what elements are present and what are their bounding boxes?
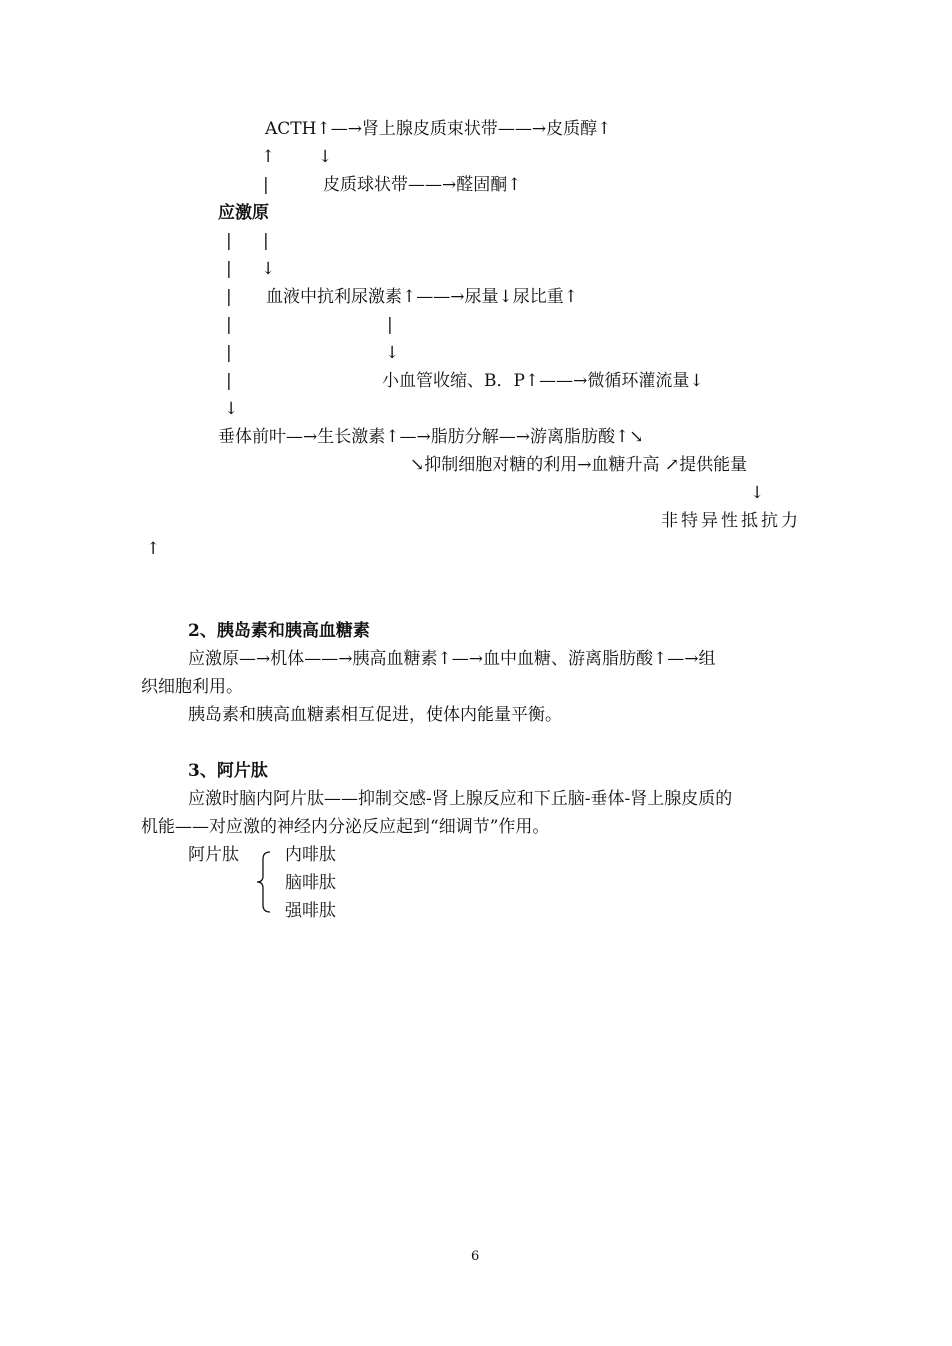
opioid-label: 阿片肽: [188, 845, 239, 865]
paragraph-line: 织细胞利用。: [141, 677, 243, 697]
stressor-label: 应激原: [218, 203, 269, 223]
resistance-text: 非特异性抵抗力: [661, 511, 801, 531]
section-heading: 2、胰岛素和胰高血糖素: [188, 621, 370, 641]
connector-bar: |: [226, 231, 232, 251]
list-item: 脑啡肽: [285, 873, 336, 893]
connector-bar: |: [226, 371, 232, 391]
aldosterone-line: 皮质球状带——→醛固酮↑: [323, 175, 522, 195]
page-number: 6: [471, 1249, 480, 1264]
down-arrow: ↓: [224, 399, 239, 419]
section-heading: 3、阿片肽: [188, 761, 268, 781]
down-arrow: ↓: [318, 147, 333, 167]
paragraph-line: 应激时脑内阿片肽——抑制交感-肾上腺反应和下丘脑-垂体-肾上腺皮质的: [188, 789, 733, 809]
down-arrow: ↓: [261, 259, 276, 279]
connector-bar: |: [387, 315, 393, 335]
curly-brace: [254, 850, 274, 914]
connector-bar: |: [226, 259, 232, 279]
up-arrow: ↑: [146, 539, 161, 559]
up-arrow: ↑: [261, 147, 276, 167]
connector-bar: |: [226, 315, 232, 335]
connector-bar: |: [263, 175, 269, 195]
connector-bar: |: [226, 287, 232, 307]
paragraph-line: 机能——对应激的神经内分泌反应起到“细调节”作用。: [141, 817, 550, 837]
down-arrow: ↓: [750, 483, 765, 503]
list-item: 内啡肽: [285, 845, 336, 865]
paragraph-line: 胰岛素和胰高血糖素相互促进，使体内能量平衡。: [188, 705, 562, 725]
vasoconstriction-line: 小血管收缩、B．P↑——→微循环灌流量↓: [382, 371, 704, 391]
connector-bar: |: [263, 231, 269, 251]
down-arrow: ↓: [385, 343, 400, 363]
adh-line: 血液中抗利尿激素↑——→尿量↓尿比重↑: [266, 287, 578, 307]
acth-line: ACTH↑—→肾上腺皮质束状带——→皮质醇↑: [265, 119, 612, 139]
list-item: 强啡肽: [285, 901, 336, 921]
paragraph-line: 应激原—→机体——→胰高血糖素↑—→血中血糖、游离脂肪酸↑—→组: [188, 649, 716, 669]
pituitary-line: 垂体前叶—→生长激素↑—→脂肪分解—→游离脂肪酸↑↘: [218, 427, 644, 447]
glucose-line: ↘抑制细胞对糖的利用→血糖升高 ↗提供能量: [410, 455, 748, 475]
connector-bar: |: [226, 343, 232, 363]
